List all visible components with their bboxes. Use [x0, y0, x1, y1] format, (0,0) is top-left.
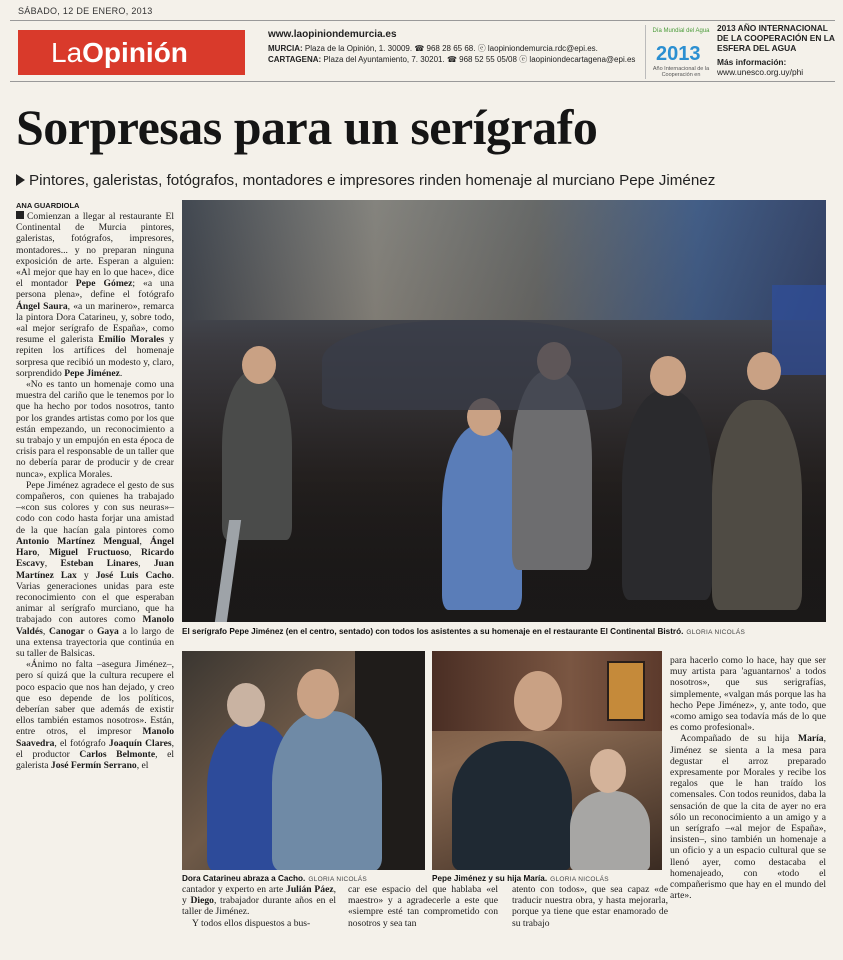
water-year-emblem: Día Mundial del Agua 2013 Año Internacional de la Cooperación en	[645, 25, 711, 79]
article-column-4: atento con todos», que sea capaz «de traducir nuestra obra, y hasta mejorarla, porque ya tiene que estar enamorado de su trabajo	[512, 884, 668, 929]
hug-photo	[182, 651, 425, 870]
issue-date: SÁBADO, 12 DE ENERO, 2013	[18, 6, 153, 16]
article-headline: Sorpresas para un serígrafo	[16, 99, 598, 155]
cartagena-email-link[interactable]: ⓔ laopiniondecartagena@epi.es	[519, 55, 636, 64]
newspaper-logo[interactable]: LaOpinión	[18, 30, 245, 75]
hug-photo-caption: Dora Catarineu abraza a Cacho. GLORIA NICOLÁS	[182, 874, 368, 883]
square-bullet-icon	[16, 211, 24, 219]
main-group-photo	[182, 200, 826, 622]
murcia-email-link[interactable]: ⓔ laopiniondemurcia.rdc@epi.es.	[477, 44, 598, 53]
main-photo-caption: El serígrafo Pepe Jiménez (en el centro, sentado) con todos los asistentes a su homenaje en el restaurante El Continental Bistró. GLORIA NICOLÁS	[182, 627, 746, 636]
article-column-3: car ese espacio del que hablaba «el maestro» y a agradecerle a este que «siempre esté tan comprometido con nosotros y sea tan	[348, 884, 498, 929]
byline: ANA GUARDIOLA	[16, 201, 80, 210]
contact-info	[268, 29, 640, 65]
father-daughter-photo	[432, 651, 662, 870]
murcia-contact: MURCIA: Plaza de la Opinión, 1. 30009. ☎ 968 28 65 68. ⓔ laopiniondemurcia.rdc@epi.es.	[268, 44, 598, 53]
article-column-1: Comienzan a llegar al restaurante El Continental de Murcia pintores, galeristas, fotógrafos, impresores, montadores... y no preparan ninguna exposición de arte. Esperan a alguien: «Al mejor que hay en lo que hace», dice el montador Pepe Gómez; «a una persona plena», define el fotógrafo Ángel Saura, «a un marinero», remarca la pintora Dora Catarineu, y, sobre todo, «al mejor serígrafo de España», como resume el galerista Emilio Morales y repiten los artífices del homenaje sorpresa que recibió un modesto y, claro, sorprendido Pepe Jiménez. «No es tanto un homenaje como una muestra del cariño que le tenemos por lo que ha hecho por todos nosotros, tanto por los grandes artistas como por los que están empezando, un reconocimiento a su trabajo y un empujón en esta época de crisis para el responsable de un taller que no debería parar de producir y de crear nunca», explica Morales. Pepe Jiménez agradece el gesto de sus compañeros, con quienes ha trabajado –«con sus colores y con sus neuras»– codo con codo hasta forjar una amistad de la que hacían gala pintores como Antonio Martínez Mengual, Ángel Haro, Miguel Fructuoso, Ricardo Escavy, Esteban Linares, Juan Martínez Lax y José Luis Cacho. Varias generaciones unidas para este reconocimiento con el que esperaban animar al serígrafo murciano, que ha trabajado con autores como Manolo Valdés, Canogar o Gaya a lo largo de una extensa trayectoria que continúa en su taller de Balsicas. «Ánimo no falta –asegura Jiménez–, pero sí quizá que la cultura recupere el poco espacio que nos han dejado, y creo que eso depende de los políticos, deberían saber que además de existir ellos también estamos nosotros». Están, entre otros, el impresor Manolo Saavedra, el fotógrafo Joaquín Clares, el productor Carlos Belmonte, el galerista José Fermín Serrano, el	[16, 211, 175, 771]
father-daughter-caption: Pepe Jiménez y su hija María. GLORIA NICOLÁS	[432, 874, 609, 883]
masthead	[10, 20, 835, 82]
photo-credit: GLORIA NICOLÁS	[550, 876, 609, 883]
article-subhead: Pintores, galeristas, fotógrafos, montadores e impresores rinden homenaje al murciano Pepe Jiménez	[16, 172, 715, 189]
photo-credit: GLORIA NICOLÁS	[686, 629, 746, 636]
article-column-5: para hacerlo como lo hace, hay que ser muy artista para 'aguantarnos' a todos nosotros», que sus serigrafías, simplemente, «valgan más porque las ha hecho Pepe Jiménez», y, ante todo, que «como amigo sea todavía más de lo que es como profesional». Acompañado de su hija María, Jiménez se sienta a la mesa para degustar el arroz preparado expresamente por Morales y recibe los regalos que le han traído los comensales. Con todos reunidos, daba la sensación de que la cita de ayer no era sólo un reconocimiento a un amigo y a un serígrafo –«al mejor de España», insisten–, sino también un homenaje a un oficio y a un espacio cultural que se llenó ayer, como destacaba el homenajeado, con «todo el compañerismo que hay en el mundo del arte».	[670, 655, 826, 902]
website-link[interactable]: www.laopiniondemurcia.es	[268, 29, 397, 40]
cartagena-contact: CARTAGENA: Plaza del Ayuntamiento, 7. 30201. ☎ 968 52 55 05/08 ⓔ laopiniondecartagena@epi.es	[268, 55, 636, 64]
photo-credit: GLORIA NICOLÁS	[308, 876, 368, 883]
unesco-link[interactable]: www.unesco.org.uy/phi	[717, 67, 804, 77]
article-column-2: cantador y experto en arte Julián Páez, y Diego, trabajador durante años en el taller de Jiménez. Y todos ellos dispuestos a bus-	[182, 884, 337, 929]
intl-year-notice: 2013 AÑO INTERNACIONAL DE LA COOPERACIÓN EN LA ESFERA DEL AGUA Más información: www.unesco.org.uy/phi	[717, 23, 835, 77]
arrow-icon	[16, 174, 25, 186]
